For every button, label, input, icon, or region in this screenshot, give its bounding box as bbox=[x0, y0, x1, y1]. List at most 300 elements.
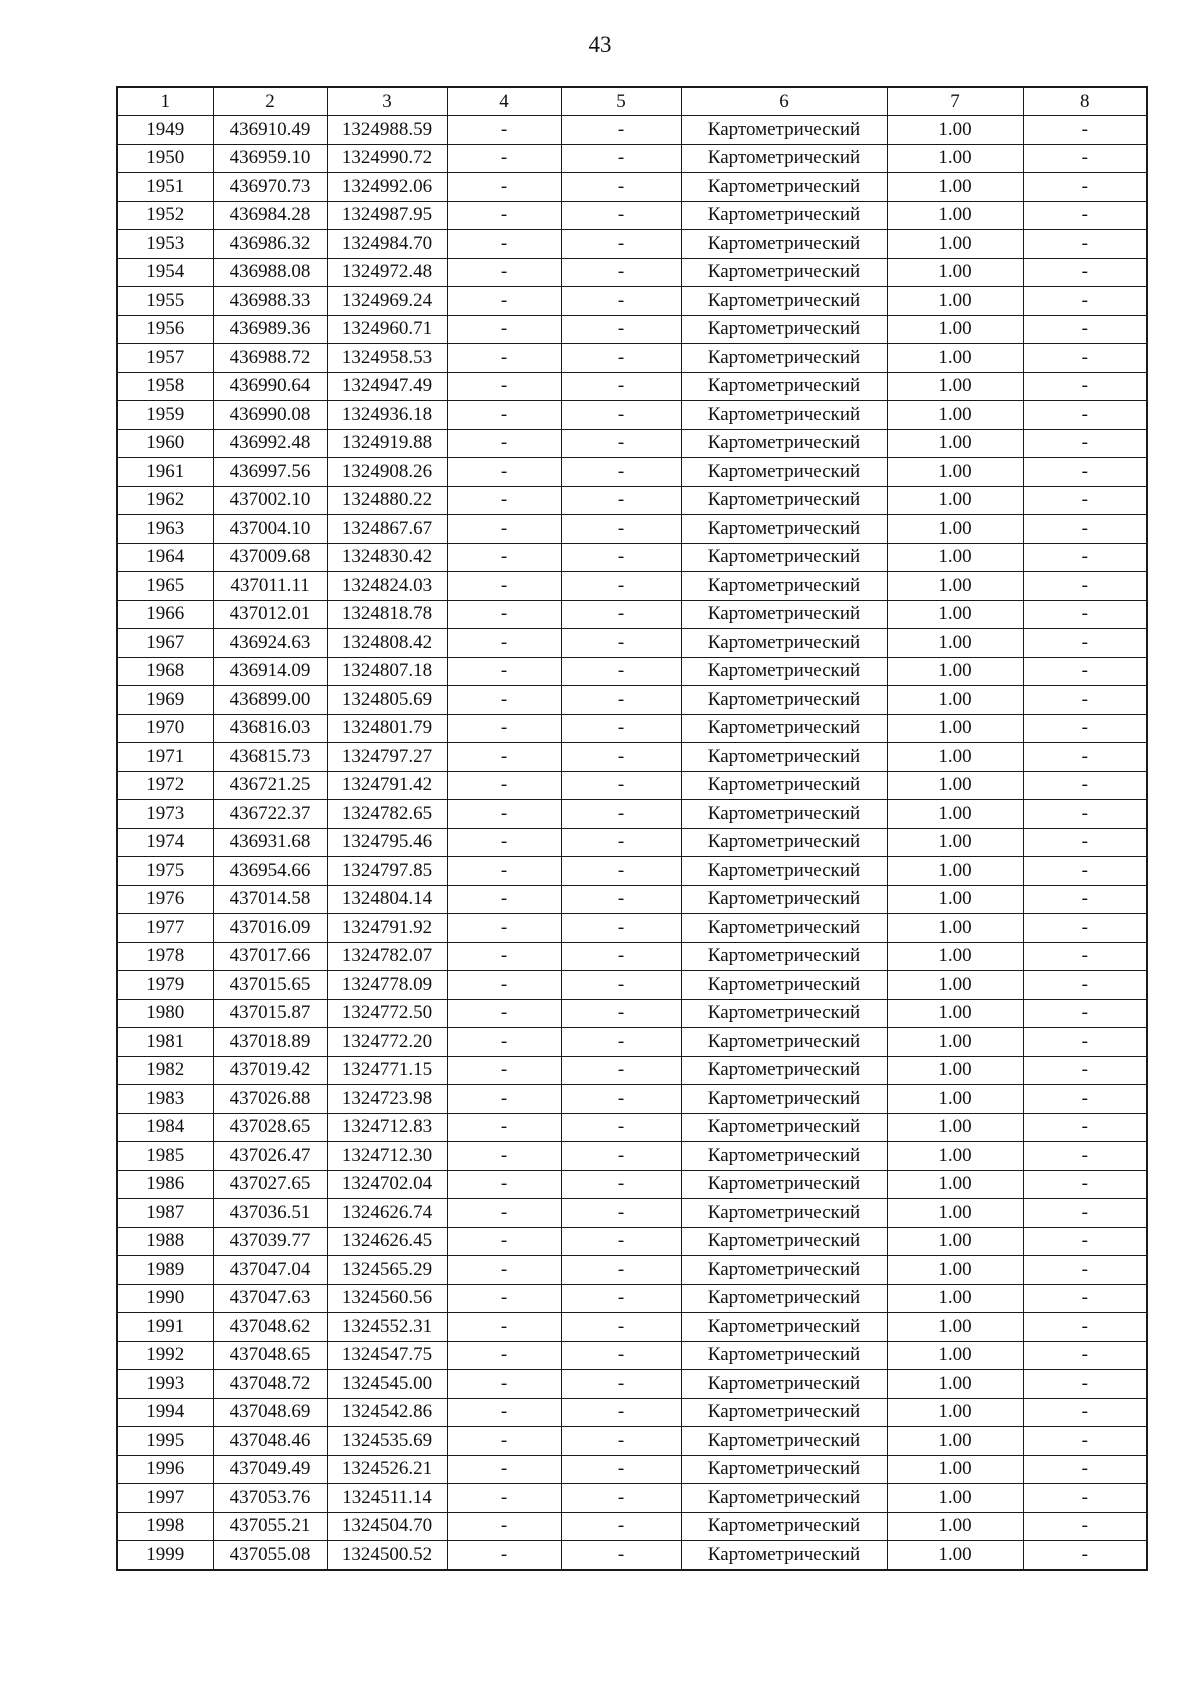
cell-point-number: 1986 bbox=[117, 1170, 213, 1199]
table-row bbox=[117, 800, 1147, 829]
cell-point-number: 1987 bbox=[117, 1199, 213, 1228]
table-row bbox=[117, 1227, 1147, 1256]
cell-col-4: - bbox=[447, 1427, 561, 1456]
table-row bbox=[117, 429, 1147, 458]
cell-y-coordinate: 1324547.75 bbox=[327, 1341, 447, 1370]
cell-y-coordinate: 1324908.26 bbox=[327, 458, 447, 487]
cell-col-4: - bbox=[447, 1227, 561, 1256]
cell-method: Картометрический bbox=[681, 857, 887, 886]
cell-method: Картометрический bbox=[681, 116, 887, 145]
cell-x-coordinate: 437028.65 bbox=[213, 1113, 327, 1142]
cell-col-4: - bbox=[447, 173, 561, 202]
cell-col-4: - bbox=[447, 1170, 561, 1199]
cell-col-4: - bbox=[447, 714, 561, 743]
table-row bbox=[117, 401, 1147, 430]
table-row bbox=[117, 315, 1147, 344]
table-row bbox=[117, 743, 1147, 772]
cell-col-8: - bbox=[1023, 372, 1147, 401]
cell-accuracy: 1.00 bbox=[887, 1113, 1023, 1142]
cell-col-8: - bbox=[1023, 1227, 1147, 1256]
cell-col-8: - bbox=[1023, 515, 1147, 544]
cell-col-5: - bbox=[561, 543, 681, 572]
cell-y-coordinate: 1324626.45 bbox=[327, 1227, 447, 1256]
cell-point-number: 1998 bbox=[117, 1512, 213, 1541]
cell-accuracy: 1.00 bbox=[887, 828, 1023, 857]
cell-point-number: 1980 bbox=[117, 999, 213, 1028]
cell-accuracy: 1.00 bbox=[887, 258, 1023, 287]
cell-method: Картометрический bbox=[681, 657, 887, 686]
cell-point-number: 1983 bbox=[117, 1085, 213, 1114]
cell-col-4: - bbox=[447, 771, 561, 800]
cell-point-number: 1953 bbox=[117, 230, 213, 259]
cell-x-coordinate: 436954.66 bbox=[213, 857, 327, 886]
cell-col-4: - bbox=[447, 743, 561, 772]
table-row bbox=[117, 942, 1147, 971]
cell-accuracy: 1.00 bbox=[887, 1512, 1023, 1541]
cell-accuracy: 1.00 bbox=[887, 1427, 1023, 1456]
cell-x-coordinate: 437048.72 bbox=[213, 1370, 327, 1399]
table-row bbox=[117, 515, 1147, 544]
cell-method: Картометрический bbox=[681, 629, 887, 658]
cell-col-5: - bbox=[561, 486, 681, 515]
cell-x-coordinate: 436721.25 bbox=[213, 771, 327, 800]
cell-accuracy: 1.00 bbox=[887, 971, 1023, 1000]
cell-col-8: - bbox=[1023, 857, 1147, 886]
cell-y-coordinate: 1324947.49 bbox=[327, 372, 447, 401]
cell-x-coordinate: 436815.73 bbox=[213, 743, 327, 772]
cell-accuracy: 1.00 bbox=[887, 173, 1023, 202]
cell-x-coordinate: 437004.10 bbox=[213, 515, 327, 544]
cell-accuracy: 1.00 bbox=[887, 315, 1023, 344]
cell-point-number: 1961 bbox=[117, 458, 213, 487]
cell-accuracy: 1.00 bbox=[887, 771, 1023, 800]
cell-x-coordinate: 437016.09 bbox=[213, 914, 327, 943]
cell-col-5: - bbox=[561, 942, 681, 971]
cell-method: Картометрический bbox=[681, 1455, 887, 1484]
cell-accuracy: 1.00 bbox=[887, 714, 1023, 743]
cell-point-number: 1975 bbox=[117, 857, 213, 886]
cell-point-number: 1974 bbox=[117, 828, 213, 857]
cell-y-coordinate: 1324972.48 bbox=[327, 258, 447, 287]
cell-x-coordinate: 436992.48 bbox=[213, 429, 327, 458]
cell-x-coordinate: 436990.08 bbox=[213, 401, 327, 430]
cell-col-4: - bbox=[447, 1313, 561, 1342]
cell-method: Картометрический bbox=[681, 1028, 887, 1057]
cell-accuracy: 1.00 bbox=[887, 116, 1023, 145]
table-row bbox=[117, 1541, 1147, 1570]
column-header-8: 8 bbox=[1023, 87, 1147, 116]
cell-col-5: - bbox=[561, 629, 681, 658]
cell-method: Картометрический bbox=[681, 230, 887, 259]
table-row bbox=[117, 1284, 1147, 1313]
cell-point-number: 1966 bbox=[117, 600, 213, 629]
cell-point-number: 1969 bbox=[117, 686, 213, 715]
cell-method: Картометрический bbox=[681, 771, 887, 800]
cell-col-5: - bbox=[561, 1455, 681, 1484]
cell-x-coordinate: 436970.73 bbox=[213, 173, 327, 202]
cell-method: Картометрический bbox=[681, 1056, 887, 1085]
cell-y-coordinate: 1324919.88 bbox=[327, 429, 447, 458]
cell-x-coordinate: 437019.42 bbox=[213, 1056, 327, 1085]
cell-col-8: - bbox=[1023, 657, 1147, 686]
cell-x-coordinate: 437047.63 bbox=[213, 1284, 327, 1313]
cell-col-8: - bbox=[1023, 999, 1147, 1028]
cell-col-5: - bbox=[561, 885, 681, 914]
cell-col-4: - bbox=[447, 657, 561, 686]
cell-col-5: - bbox=[561, 1199, 681, 1228]
cell-x-coordinate: 436959.10 bbox=[213, 144, 327, 173]
cell-x-coordinate: 436931.68 bbox=[213, 828, 327, 857]
cell-col-8: - bbox=[1023, 1256, 1147, 1285]
cell-accuracy: 1.00 bbox=[887, 629, 1023, 658]
cell-method: Картометрический bbox=[681, 401, 887, 430]
cell-method: Картометрический bbox=[681, 942, 887, 971]
cell-col-4: - bbox=[447, 1341, 561, 1370]
table-row bbox=[117, 1028, 1147, 1057]
cell-y-coordinate: 1324988.59 bbox=[327, 116, 447, 145]
table-row bbox=[117, 771, 1147, 800]
cell-method: Картометрический bbox=[681, 1284, 887, 1313]
table-row bbox=[117, 572, 1147, 601]
cell-point-number: 1995 bbox=[117, 1427, 213, 1456]
cell-x-coordinate: 437055.08 bbox=[213, 1541, 327, 1570]
cell-y-coordinate: 1324712.83 bbox=[327, 1113, 447, 1142]
cell-method: Картометрический bbox=[681, 828, 887, 857]
cell-col-8: - bbox=[1023, 743, 1147, 772]
cell-col-8: - bbox=[1023, 173, 1147, 202]
cell-point-number: 1994 bbox=[117, 1398, 213, 1427]
cell-accuracy: 1.00 bbox=[887, 857, 1023, 886]
cell-point-number: 1972 bbox=[117, 771, 213, 800]
cell-y-coordinate: 1324772.50 bbox=[327, 999, 447, 1028]
cell-y-coordinate: 1324500.52 bbox=[327, 1541, 447, 1570]
cell-accuracy: 1.00 bbox=[887, 287, 1023, 316]
cell-point-number: 1993 bbox=[117, 1370, 213, 1399]
cell-col-4: - bbox=[447, 116, 561, 145]
cell-method: Картометрический bbox=[681, 144, 887, 173]
cell-col-5: - bbox=[561, 1256, 681, 1285]
cell-col-5: - bbox=[561, 914, 681, 943]
table-row bbox=[117, 686, 1147, 715]
cell-x-coordinate: 437048.46 bbox=[213, 1427, 327, 1456]
cell-col-5: - bbox=[561, 743, 681, 772]
table-row bbox=[117, 1313, 1147, 1342]
cell-method: Картометрический bbox=[681, 372, 887, 401]
cell-y-coordinate: 1324867.67 bbox=[327, 515, 447, 544]
table-row bbox=[117, 1455, 1147, 1484]
table-row bbox=[117, 1484, 1147, 1513]
cell-col-5: - bbox=[561, 1170, 681, 1199]
cell-col-5: - bbox=[561, 714, 681, 743]
cell-col-8: - bbox=[1023, 1484, 1147, 1513]
cell-col-4: - bbox=[447, 1199, 561, 1228]
cell-col-4: - bbox=[447, 344, 561, 373]
cell-method: Картометрический bbox=[681, 1484, 887, 1513]
cell-col-8: - bbox=[1023, 629, 1147, 658]
cell-col-4: - bbox=[447, 1370, 561, 1399]
table-row bbox=[117, 1256, 1147, 1285]
cell-method: Картометрический bbox=[681, 714, 887, 743]
cell-y-coordinate: 1324552.31 bbox=[327, 1313, 447, 1342]
cell-y-coordinate: 1324791.42 bbox=[327, 771, 447, 800]
cell-point-number: 1970 bbox=[117, 714, 213, 743]
cell-accuracy: 1.00 bbox=[887, 372, 1023, 401]
cell-y-coordinate: 1324992.06 bbox=[327, 173, 447, 202]
cell-col-5: - bbox=[561, 600, 681, 629]
cell-col-8: - bbox=[1023, 600, 1147, 629]
cell-y-coordinate: 1324804.14 bbox=[327, 885, 447, 914]
cell-col-4: - bbox=[447, 572, 561, 601]
cell-x-coordinate: 436722.37 bbox=[213, 800, 327, 829]
cell-col-8: - bbox=[1023, 942, 1147, 971]
page-number: 43 bbox=[588, 32, 612, 57]
cell-col-4: - bbox=[447, 1028, 561, 1057]
cell-col-8: - bbox=[1023, 1313, 1147, 1342]
cell-point-number: 1968 bbox=[117, 657, 213, 686]
cell-x-coordinate: 436988.08 bbox=[213, 258, 327, 287]
table-row bbox=[117, 201, 1147, 230]
cell-col-4: - bbox=[447, 686, 561, 715]
cell-x-coordinate: 437027.65 bbox=[213, 1170, 327, 1199]
cell-col-8: - bbox=[1023, 401, 1147, 430]
cell-col-5: - bbox=[561, 971, 681, 1000]
cell-col-4: - bbox=[447, 401, 561, 430]
cell-col-5: - bbox=[561, 458, 681, 487]
cell-method: Картометрический bbox=[681, 1142, 887, 1171]
cell-col-4: - bbox=[447, 629, 561, 658]
cell-point-number: 1971 bbox=[117, 743, 213, 772]
cell-x-coordinate: 437055.21 bbox=[213, 1512, 327, 1541]
cell-point-number: 1991 bbox=[117, 1313, 213, 1342]
cell-col-4: - bbox=[447, 258, 561, 287]
cell-x-coordinate: 437049.49 bbox=[213, 1455, 327, 1484]
table-body bbox=[117, 116, 1147, 1570]
cell-y-coordinate: 1324797.27 bbox=[327, 743, 447, 772]
cell-y-coordinate: 1324795.46 bbox=[327, 828, 447, 857]
table-row bbox=[117, 1142, 1147, 1171]
cell-method: Картометрический bbox=[681, 800, 887, 829]
cell-point-number: 1956 bbox=[117, 315, 213, 344]
cell-col-8: - bbox=[1023, 885, 1147, 914]
cell-point-number: 1979 bbox=[117, 971, 213, 1000]
cell-method: Картометрический bbox=[681, 1227, 887, 1256]
cell-col-8: - bbox=[1023, 1370, 1147, 1399]
cell-col-5: - bbox=[561, 1085, 681, 1114]
cell-col-4: - bbox=[447, 1541, 561, 1570]
cell-col-4: - bbox=[447, 971, 561, 1000]
cell-y-coordinate: 1324560.56 bbox=[327, 1284, 447, 1313]
cell-col-5: - bbox=[561, 372, 681, 401]
cell-point-number: 1965 bbox=[117, 572, 213, 601]
cell-method: Картометрический bbox=[681, 686, 887, 715]
cell-x-coordinate: 436990.64 bbox=[213, 372, 327, 401]
cell-x-coordinate: 437026.47 bbox=[213, 1142, 327, 1171]
cell-point-number: 1967 bbox=[117, 629, 213, 658]
cell-col-5: - bbox=[561, 1398, 681, 1427]
cell-x-coordinate: 437026.88 bbox=[213, 1085, 327, 1114]
cell-col-4: - bbox=[447, 914, 561, 943]
cell-col-4: - bbox=[447, 372, 561, 401]
cell-x-coordinate: 436924.63 bbox=[213, 629, 327, 658]
cell-point-number: 1963 bbox=[117, 515, 213, 544]
table-row bbox=[117, 914, 1147, 943]
cell-col-8: - bbox=[1023, 572, 1147, 601]
cell-accuracy: 1.00 bbox=[887, 1341, 1023, 1370]
cell-col-5: - bbox=[561, 800, 681, 829]
cell-point-number: 1996 bbox=[117, 1455, 213, 1484]
cell-col-5: - bbox=[561, 1427, 681, 1456]
cell-col-4: - bbox=[447, 287, 561, 316]
cell-col-8: - bbox=[1023, 144, 1147, 173]
table-row bbox=[117, 1085, 1147, 1114]
cell-y-coordinate: 1324545.00 bbox=[327, 1370, 447, 1399]
cell-col-5: - bbox=[561, 515, 681, 544]
cell-x-coordinate: 436910.49 bbox=[213, 116, 327, 145]
table-row bbox=[117, 543, 1147, 572]
cell-accuracy: 1.00 bbox=[887, 1484, 1023, 1513]
cell-col-4: - bbox=[447, 1398, 561, 1427]
cell-method: Картометрический bbox=[681, 429, 887, 458]
cell-accuracy: 1.00 bbox=[887, 1056, 1023, 1085]
cell-x-coordinate: 437053.76 bbox=[213, 1484, 327, 1513]
cell-col-8: - bbox=[1023, 315, 1147, 344]
cell-col-4: - bbox=[447, 1113, 561, 1142]
cell-point-number: 1985 bbox=[117, 1142, 213, 1171]
table-row bbox=[117, 1512, 1147, 1541]
column-header-3: 3 bbox=[327, 87, 447, 116]
cell-point-number: 1954 bbox=[117, 258, 213, 287]
cell-col-8: - bbox=[1023, 1541, 1147, 1570]
cell-method: Картометрический bbox=[681, 1085, 887, 1114]
column-header-5: 5 bbox=[561, 87, 681, 116]
cell-method: Картометрический bbox=[681, 315, 887, 344]
cell-col-5: - bbox=[561, 344, 681, 373]
cell-col-4: - bbox=[447, 230, 561, 259]
column-header-4: 4 bbox=[447, 87, 561, 116]
cell-accuracy: 1.00 bbox=[887, 885, 1023, 914]
cell-col-5: - bbox=[561, 144, 681, 173]
cell-method: Картометрический bbox=[681, 344, 887, 373]
cell-y-coordinate: 1324824.03 bbox=[327, 572, 447, 601]
cell-col-5: - bbox=[561, 1056, 681, 1085]
table-row bbox=[117, 1199, 1147, 1228]
cell-point-number: 1964 bbox=[117, 543, 213, 572]
table-row bbox=[117, 1056, 1147, 1085]
cell-y-coordinate: 1324990.72 bbox=[327, 144, 447, 173]
cell-x-coordinate: 436984.28 bbox=[213, 201, 327, 230]
cell-col-8: - bbox=[1023, 116, 1147, 145]
cell-accuracy: 1.00 bbox=[887, 543, 1023, 572]
cell-accuracy: 1.00 bbox=[887, 600, 1023, 629]
table-row bbox=[117, 1427, 1147, 1456]
cell-point-number: 1981 bbox=[117, 1028, 213, 1057]
cell-col-4: - bbox=[447, 1455, 561, 1484]
column-header-6: 6 bbox=[681, 87, 887, 116]
cell-col-5: - bbox=[561, 1028, 681, 1057]
cell-y-coordinate: 1324797.85 bbox=[327, 857, 447, 886]
cell-accuracy: 1.00 bbox=[887, 1256, 1023, 1285]
cell-y-coordinate: 1324818.78 bbox=[327, 600, 447, 629]
cell-point-number: 1950 bbox=[117, 144, 213, 173]
cell-y-coordinate: 1324969.24 bbox=[327, 287, 447, 316]
cell-col-8: - bbox=[1023, 771, 1147, 800]
cell-point-number: 1973 bbox=[117, 800, 213, 829]
cell-method: Картометрический bbox=[681, 572, 887, 601]
cell-col-4: - bbox=[447, 486, 561, 515]
cell-x-coordinate: 437014.58 bbox=[213, 885, 327, 914]
cell-accuracy: 1.00 bbox=[887, 515, 1023, 544]
cell-col-8: - bbox=[1023, 1341, 1147, 1370]
cell-method: Картометрический bbox=[681, 543, 887, 572]
cell-y-coordinate: 1324712.30 bbox=[327, 1142, 447, 1171]
cell-point-number: 1990 bbox=[117, 1284, 213, 1313]
cell-col-8: - bbox=[1023, 287, 1147, 316]
table-row bbox=[117, 828, 1147, 857]
table-row bbox=[117, 287, 1147, 316]
cell-point-number: 1959 bbox=[117, 401, 213, 430]
cell-col-4: - bbox=[447, 885, 561, 914]
cell-col-8: - bbox=[1023, 201, 1147, 230]
cell-method: Картометрический bbox=[681, 914, 887, 943]
table-row bbox=[117, 714, 1147, 743]
cell-y-coordinate: 1324723.98 bbox=[327, 1085, 447, 1114]
cell-x-coordinate: 437012.01 bbox=[213, 600, 327, 629]
cell-y-coordinate: 1324808.42 bbox=[327, 629, 447, 658]
cell-method: Картометрический bbox=[681, 258, 887, 287]
cell-accuracy: 1.00 bbox=[887, 743, 1023, 772]
cell-accuracy: 1.00 bbox=[887, 144, 1023, 173]
cell-accuracy: 1.00 bbox=[887, 1085, 1023, 1114]
cell-accuracy: 1.00 bbox=[887, 458, 1023, 487]
cell-col-8: - bbox=[1023, 486, 1147, 515]
cell-col-8: - bbox=[1023, 714, 1147, 743]
table-row bbox=[117, 230, 1147, 259]
cell-col-8: - bbox=[1023, 1512, 1147, 1541]
cell-accuracy: 1.00 bbox=[887, 1142, 1023, 1171]
cell-method: Картометрический bbox=[681, 1313, 887, 1342]
cell-col-4: - bbox=[447, 429, 561, 458]
cell-col-4: - bbox=[447, 1056, 561, 1085]
cell-col-8: - bbox=[1023, 1199, 1147, 1228]
cell-col-8: - bbox=[1023, 686, 1147, 715]
cell-method: Картометрический bbox=[681, 173, 887, 202]
cell-accuracy: 1.00 bbox=[887, 1370, 1023, 1399]
cell-col-8: - bbox=[1023, 828, 1147, 857]
cell-x-coordinate: 437011.11 bbox=[213, 572, 327, 601]
cell-point-number: 1949 bbox=[117, 116, 213, 145]
cell-method: Картометрический bbox=[681, 1541, 887, 1570]
cell-col-5: - bbox=[561, 315, 681, 344]
cell-point-number: 1958 bbox=[117, 372, 213, 401]
cell-col-8: - bbox=[1023, 1398, 1147, 1427]
cell-y-coordinate: 1324807.18 bbox=[327, 657, 447, 686]
table-row bbox=[117, 857, 1147, 886]
cell-point-number: 1992 bbox=[117, 1341, 213, 1370]
cell-col-5: - bbox=[561, 258, 681, 287]
table-row bbox=[117, 486, 1147, 515]
cell-method: Картометрический bbox=[681, 458, 887, 487]
table-row bbox=[117, 1398, 1147, 1427]
cell-x-coordinate: 436899.00 bbox=[213, 686, 327, 715]
cell-col-8: - bbox=[1023, 1427, 1147, 1456]
cell-x-coordinate: 437047.04 bbox=[213, 1256, 327, 1285]
cell-col-5: - bbox=[561, 287, 681, 316]
cell-y-coordinate: 1324880.22 bbox=[327, 486, 447, 515]
cell-col-4: - bbox=[447, 942, 561, 971]
cell-col-5: - bbox=[561, 429, 681, 458]
cell-y-coordinate: 1324987.95 bbox=[327, 201, 447, 230]
cell-y-coordinate: 1324511.14 bbox=[327, 1484, 447, 1513]
